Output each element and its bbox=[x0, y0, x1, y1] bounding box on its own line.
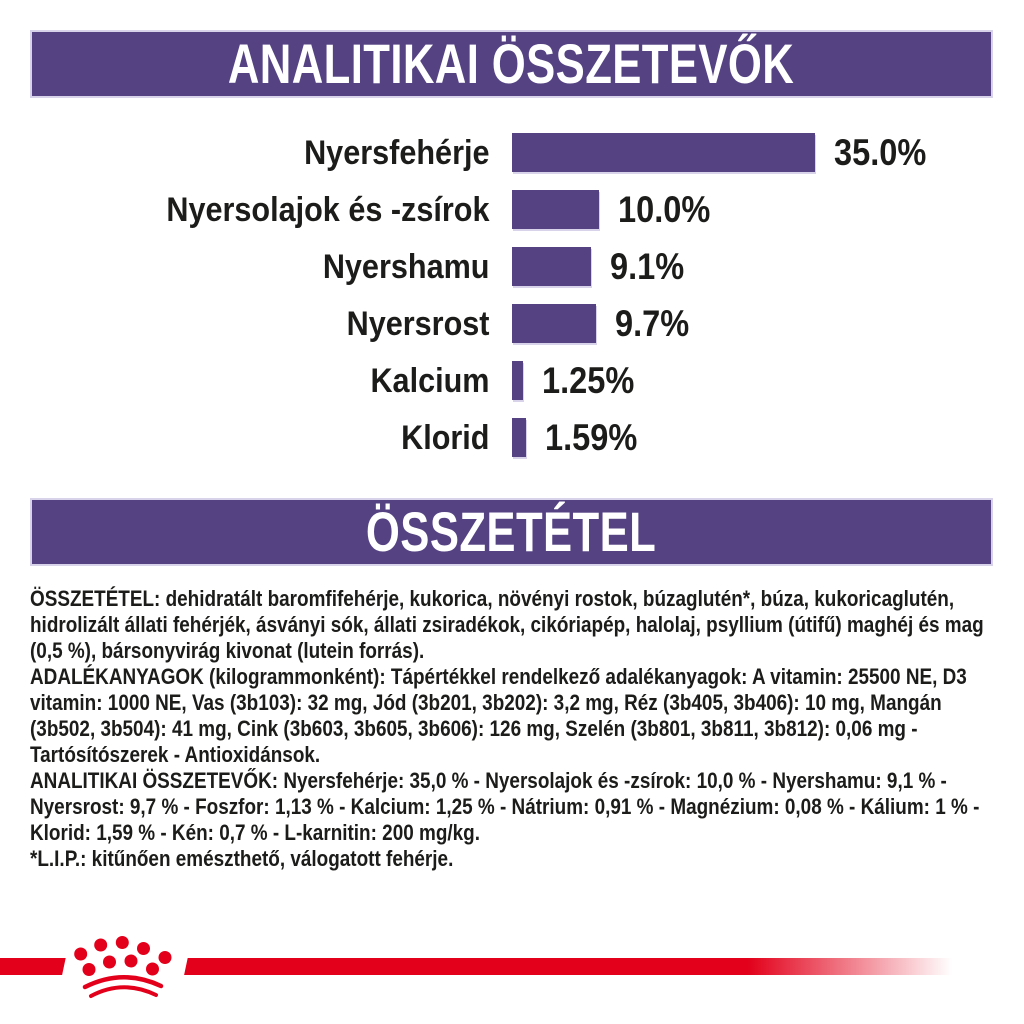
chart-value-label: 1.25% bbox=[542, 360, 635, 401]
chart-category-label: Klorid bbox=[401, 418, 490, 457]
composition-text-block bbox=[30, 586, 995, 872]
analytical-constituents-paragraph: ANALITIKAI ÖSSZETEVŐK: Nyersfehérje: 35,0 % - Nyersolajok és -zsírok: 10,0 % - Nyershamu: 9,1 % - Nyersrost: 9,7 % - Foszfor: 1,13 % - Kalcium: 1,25 % - Nátrium: 0,91 % - Magnézium: 0,08 % - Kálium: 1 % - Klorid: 1,59 % - Kén: 0,7 % - L-karnitin: 200 mg/kg. bbox=[30, 768, 980, 845]
chart-bar bbox=[512, 247, 591, 286]
lip-footnote-paragraph: *L.I.P.: kitűnően emészthető, válogatott fehérje. bbox=[30, 846, 454, 871]
chart-category-label: Nyersolajok és -zsírok bbox=[166, 190, 490, 229]
chart-row bbox=[0, 133, 1024, 172]
chart-bar bbox=[512, 304, 596, 343]
chart-category-label: Kalcium bbox=[370, 361, 490, 400]
chart-value-label: 9.7% bbox=[615, 303, 690, 344]
analytical-components-title: ANALITIKAI ÖSSZETEVŐK bbox=[228, 32, 795, 95]
chart-row bbox=[0, 304, 1024, 343]
chart-row bbox=[0, 190, 1024, 229]
chart-bar bbox=[512, 418, 526, 457]
analytical-components-bar-chart bbox=[0, 133, 1024, 475]
chart-row bbox=[0, 247, 1024, 286]
chart-row bbox=[0, 418, 1024, 457]
chart-category-label: Nyershamu bbox=[322, 247, 490, 286]
chart-bar bbox=[512, 190, 599, 229]
analytical-components-banner bbox=[30, 30, 993, 98]
composition-banner bbox=[30, 498, 993, 566]
chart-value-label: 1.59% bbox=[545, 417, 638, 458]
additives-paragraph: ADALÉKANYAGOK (kilogrammonként): Tápértékkel rendelkező adalékanyagok: A vitamin: 25500 NE, D3 vitamin: 1000 NE, Vas (3b103): 32 mg, Jód (3b201, 3b202): 3,2 mg, Réz (3b405, 3b406): 10 mg, Mangán (3b502, 3b504): 41 mg, Cink (3b603, 3b605, 3b606): 126 mg, Szelén (3b801, 3b811, 3b812): 0,06 mg - Tartósítószerek - Antioxidánsok. bbox=[30, 664, 967, 767]
chart-bar bbox=[512, 361, 523, 400]
chart-value-label: 10.0% bbox=[618, 189, 711, 230]
chart-value-label: 35.0% bbox=[834, 132, 927, 173]
chart-category-label: Nyersfehérje bbox=[304, 133, 490, 172]
composition-title: ÖSSZETÉTEL bbox=[366, 500, 657, 563]
chart-row bbox=[0, 361, 1024, 400]
chart-category-label: Nyersrost bbox=[346, 304, 490, 343]
royal-canin-crown-logo bbox=[72, 934, 174, 1002]
chart-bar bbox=[512, 133, 815, 172]
chart-value-label: 9.1% bbox=[610, 246, 685, 287]
composition-paragraph: ÖSSZETÉTEL: dehidratált baromfifehérje, kukorica, növényi rostok, búzaglutén*, búza, kukoricaglutén, hidrolizált állati fehérjék, ásványi sók, állati zsiradékok, cikóriapép, halolaj, psyllium (útifű) maghéj és mag (0,5 %), bársonyvirág kivonat (lutein forrás). bbox=[30, 586, 984, 663]
